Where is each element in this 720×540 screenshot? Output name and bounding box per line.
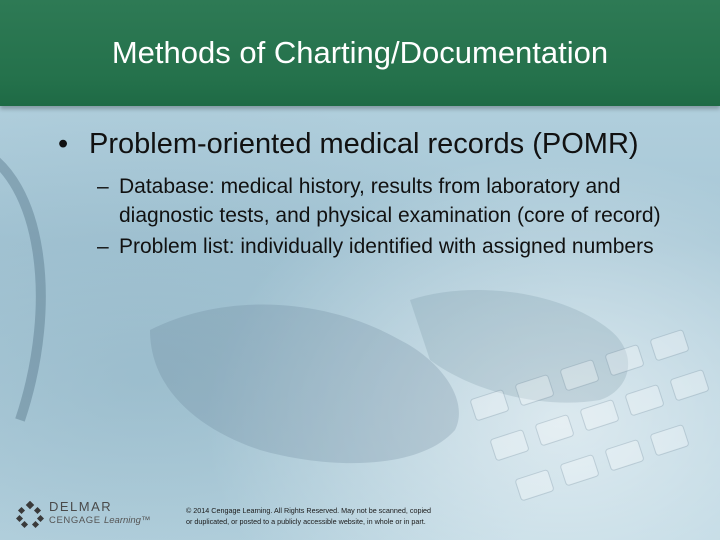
sub-bullet-text: Problem list: individually identified with assigned numbers	[119, 235, 654, 258]
sub-bullet-list	[58, 172, 678, 261]
cengage-logo-icon	[16, 501, 44, 529]
bullet-level1	[58, 126, 678, 162]
sub-bullet-text: Database: medical history, results from laboratory and diagnostic tests, and physical examination (core of record)	[119, 175, 661, 227]
logo-tag: Learning	[103, 515, 141, 526]
slide-body	[58, 126, 678, 263]
logo-delmar-text: DELMAR	[49, 499, 113, 514]
bullet-text: Problem-oriented medical records (POMR)	[89, 128, 639, 160]
dash-icon: –	[97, 175, 109, 198]
dash-icon: –	[97, 235, 109, 258]
sub-bullet-database	[58, 172, 678, 230]
copyright-notice	[186, 505, 526, 527]
copyright-line-1: © 2014 Cengage Learning. All Rights Reserved. May not be scanned, copied	[186, 506, 432, 515]
bullet-dot-icon: •	[58, 128, 69, 160]
slide-title: Methods of Charting/Documentation	[111, 35, 609, 70]
logo-tm: ™	[140, 515, 152, 526]
sub-bullet-problem-list	[58, 232, 678, 261]
delmar-cengage-logo	[16, 498, 156, 532]
logo-cengage-text	[49, 515, 151, 527]
title-bar	[0, 0, 720, 106]
copyright-line-2: or duplicated, or posted to a publicly accessible website, in whole or in part.	[186, 517, 426, 526]
logo-brand: CENGAGE	[49, 515, 101, 526]
